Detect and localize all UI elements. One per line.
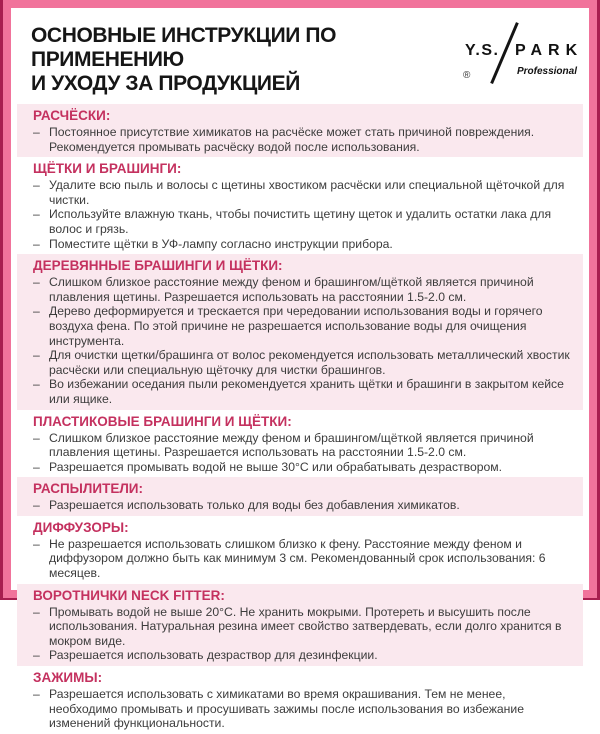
masthead bbox=[17, 8, 583, 104]
bullet-dash bbox=[33, 275, 49, 290]
list-item: – Разрешается использовать только для воды без добавления химикатов. bbox=[33, 498, 573, 513]
bullet-dash bbox=[33, 687, 49, 702]
bullet-dash bbox=[33, 537, 49, 552]
section-title: РАСЧЁСКИ: bbox=[33, 108, 111, 123]
list-item: – Слишком близкое расстояние между феном и брашингом/щёткой является причиной плавления щетины. Разрешается использовать на расстоянии 1.5-2.0 см. bbox=[33, 431, 573, 460]
bullet-dash bbox=[33, 498, 49, 513]
bullet-dash bbox=[33, 125, 49, 140]
section-plastic-brushes bbox=[17, 410, 583, 478]
bullet-dash bbox=[33, 431, 49, 446]
bullet-dash bbox=[33, 178, 49, 193]
sections-list bbox=[17, 104, 583, 734]
section-combs bbox=[17, 104, 583, 157]
list-item: – Разрешается использовать с химикатами во время окрашивания. Тем не менее, необходимо промывать и просушивать зажимы после использования во избежание изменений функциональности. bbox=[33, 687, 573, 731]
bullet-dash bbox=[33, 377, 49, 392]
section-wooden-brushes bbox=[17, 254, 583, 409]
list-item: – Разрешается использовать дезраствор для дезинфекции. bbox=[33, 648, 573, 663]
section-title: ВОРОТНИЧКИ NECK FITTER: bbox=[33, 587, 225, 603]
section-diffusers bbox=[17, 516, 583, 584]
list-item: – Слишком близкое расстояние между феном и брашингом/щёткой является причиной плавления щетины. Разрешается использовать на расстоянии 1.5-2.0 см. bbox=[33, 275, 573, 304]
list-item: – Для очистки щетки/брашинга от волос рекомендуется использовать металлический хвостик расчёски или специальную щёточку для чистки брашингов. bbox=[33, 348, 573, 377]
bullet-dash bbox=[33, 207, 49, 222]
page-title-line1: ОСНОВНЫЕ ИНСТРУКЦИИ ПО ПРИМЕНЕНИЮ bbox=[31, 24, 337, 71]
logo-ys-text: Y.S. bbox=[465, 42, 500, 59]
list-item: – Поместите щётки в УФ-лампу согласно инструкции прибора. bbox=[33, 237, 573, 252]
registered-trademark-icon: ® bbox=[463, 70, 471, 81]
section-title: ЩЁТКИ И БРАШИНГИ: bbox=[33, 161, 182, 177]
list-item: – Используйте влажную ткань, чтобы почистить щетину щеток и удалить остатки лака для волос и грязь. bbox=[33, 207, 573, 236]
list-item: – Удалите всю пыль и волосы с щетины хвостиком расчёски или специальной щёточкой для чистки. bbox=[33, 178, 573, 207]
list-item: – Промывать водой не выше 20°C. Не хранить мокрыми. Протереть и высушить после использования. Натуральная резина имеет свойство затвердевать, если долго хранится в мокром виде. bbox=[33, 605, 573, 649]
section-clips bbox=[17, 666, 583, 734]
instruction-page bbox=[11, 8, 589, 731]
section-sprayers bbox=[17, 477, 583, 516]
logo-park-text: PARK bbox=[515, 42, 584, 59]
section-title: ДИФФУЗОРЫ: bbox=[33, 519, 129, 535]
bullet-dash bbox=[33, 460, 49, 475]
bullet-dash bbox=[33, 237, 49, 252]
list-item: – Во избежании оседания пыли рекомендуется хранить щётки и брашинги в закрытом кейсе или ящике. bbox=[33, 377, 573, 406]
bullet-dash bbox=[33, 648, 49, 663]
list-item: – Не разрешается использовать слишком близко к фену. Расстояние между феном и диффузором должно быть как минимум 3 см. Рекомендованный срок использования: 6 месяцев. bbox=[33, 537, 573, 581]
bullet-dash bbox=[33, 304, 49, 319]
ys-park-logo bbox=[463, 26, 584, 88]
list-item: – Дерево деформируется и трескается при чередовании использования воды и горячего воздуха фена. По этой причине не разрешается использование воды для очищения инструмента. bbox=[33, 304, 573, 348]
bullet-dash bbox=[33, 605, 49, 620]
logo-professional-text: Professional bbox=[516, 66, 577, 77]
section-neck-fitters bbox=[17, 584, 583, 666]
section-title: ЗАЖИМЫ: bbox=[33, 670, 103, 686]
section-title: ПЛАСТИКОВЫЕ БРАШИНГИ И ЩЁТКИ: bbox=[33, 413, 292, 429]
list-item: – Постоянное присутствие химикатов на расчёске может стать причиной повреждения. Рекомендуется промывать расчёску водой после использования. bbox=[33, 125, 573, 154]
bullet-dash bbox=[33, 348, 49, 363]
section-title: РАСПЫЛИТЕЛИ: bbox=[33, 481, 143, 497]
page-title bbox=[31, 24, 463, 96]
list-item: – Разрешается промывать водой не выше 30°C или обрабатывать дезраствором. bbox=[33, 460, 573, 475]
page-frame bbox=[3, 0, 597, 731]
section-brushes bbox=[17, 157, 583, 254]
page-title-line2: И УХОДУ ЗА ПРОДУКЦИЕЙ bbox=[31, 72, 300, 95]
section-title: ДЕРЕВЯННЫЕ БРАШИНГИ И ЩЁТКИ: bbox=[33, 258, 283, 274]
